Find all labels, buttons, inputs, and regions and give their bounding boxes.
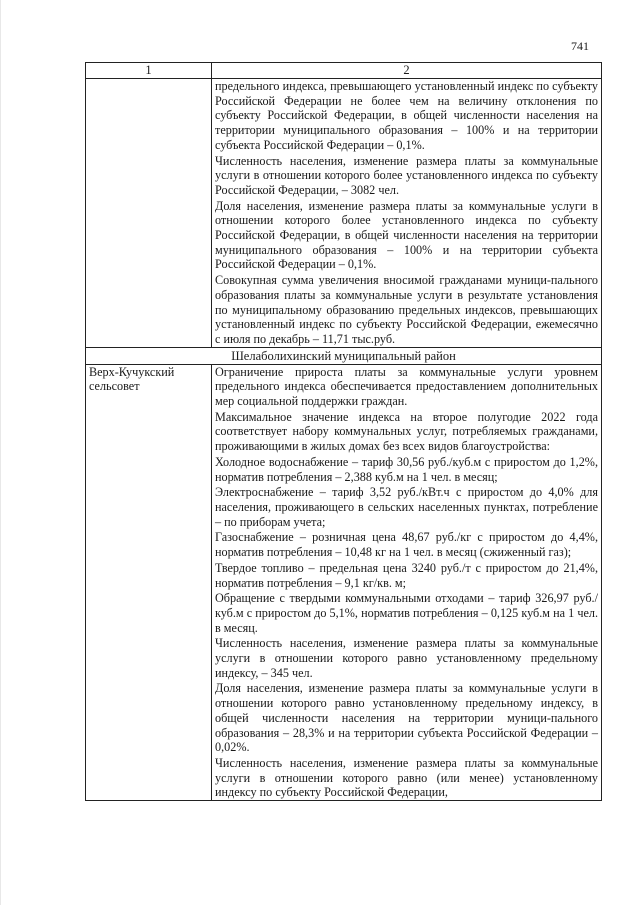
paragraph: Совокупная сумма увеличения вносимой гражданами муници-пального образования платы за коммунальные услуги в результате установления по муниципальному образованию предельных индексов, превышающих установленный индекс по субъекту Российской Федерации, ежемесячно с июля по декабрь – 11,71 тыс.руб. bbox=[215, 273, 598, 346]
paragraph: предельного индекса, превышающего установленный индекс по субъекту Российской Федерации не более чем на величину отклонения по субъекту Российской Федерации, в общей численности населения на территории муниципального образования – 100% и на территории субъекта Российской Федерации – 0,1%. bbox=[215, 79, 598, 152]
paragraph: Холодное водоснабжение – тариф 30,56 руб./куб.м с приростом до 1,2%, норматив потребления – 2,388 куб.м на 1 чел. в месяц; bbox=[215, 454, 598, 484]
row1-content-cell bbox=[212, 79, 602, 348]
scan-edge bbox=[0, 0, 1, 905]
paragraph: Численность населения, изменение размера платы за коммунальные услуги в отношении которого более установленного индекса по субъекту Российской Федерации, – 3082 чел. bbox=[215, 153, 598, 197]
section-title: Шелаболихинский муниципальный район bbox=[86, 347, 602, 364]
document-table bbox=[85, 62, 602, 801]
paragraph: Численность населения, изменение размера платы за коммунальные услуги в отношении которого равно (или менее) установленному индексу по субъекту Российской Федерации, bbox=[215, 755, 598, 800]
page-number: 741 bbox=[571, 39, 589, 53]
column-header-1: 1 bbox=[86, 63, 212, 79]
table-header-row bbox=[86, 63, 602, 79]
paragraph: Численность населения, изменение размера платы за коммунальные услуги в отношении которого равно установленному предельному индексу, – 345 чел. bbox=[215, 636, 598, 680]
paragraph: Доля населения, изменение размера платы за коммунальные услуги в отношении которого равно установленному предельному индексу, в общей численности населения на территории муници-пального образования – 28,3% и на территории субъекта Российской Федерации – 0,02%. bbox=[215, 681, 598, 755]
row1-left-cell bbox=[86, 79, 212, 348]
paragraph: Обращение с твердыми коммунальными отходами – тариф 326,97 руб./куб.м с приростом до 5,1%, норматив потребления – 0,125 куб.м на 1 чел. в месяц. bbox=[215, 591, 598, 635]
municipality-name: Верх-Кучукский сельсовет bbox=[86, 364, 212, 800]
column-header-2: 2 bbox=[212, 63, 602, 79]
paragraph: Электроснабжение – тариф 3,52 руб./кВт.ч с приростом до 4,0% для населения, проживающего в сельских населенных пунктах, потребление – по приборам учета; bbox=[215, 485, 598, 529]
paragraph: Ограничение прироста платы за коммунальные услуги уровнем предельного индекса обеспечивается предоставлением дополнительных мер социальной поддержки граждан. bbox=[215, 364, 598, 409]
table-row bbox=[86, 364, 602, 800]
row2-content-cell bbox=[212, 364, 602, 800]
section-row bbox=[86, 347, 602, 364]
paragraph: Доля населения, изменение размера платы за коммунальные услуги в отношении которого более установленного индекса по субъекту Российской Федерации, в общей численности населения на территории муниципального образования – 100% и на территории субъекта Российской Федерации – 0,1%. bbox=[215, 198, 598, 272]
paragraph: Твердое топливо – предельная цена 3240 руб./т с приростом до 21,4%, норматив потребления – 9,1 кг/кв. м; bbox=[215, 560, 598, 590]
table-row bbox=[86, 79, 602, 348]
paragraph: Газоснабжение – розничная цена 48,67 руб./кг с приростом до 4,4%, норматив потребления – 10,48 кг на 1 чел. в месяц (сжиженный газ); bbox=[215, 530, 598, 560]
paragraph: Максимальное значение индекса на второе полугодие 2022 года соответствует набору коммунальных услуг, потребляемых гражданами, проживающими в жилых домах без всех видов благоустройства: bbox=[215, 409, 598, 454]
